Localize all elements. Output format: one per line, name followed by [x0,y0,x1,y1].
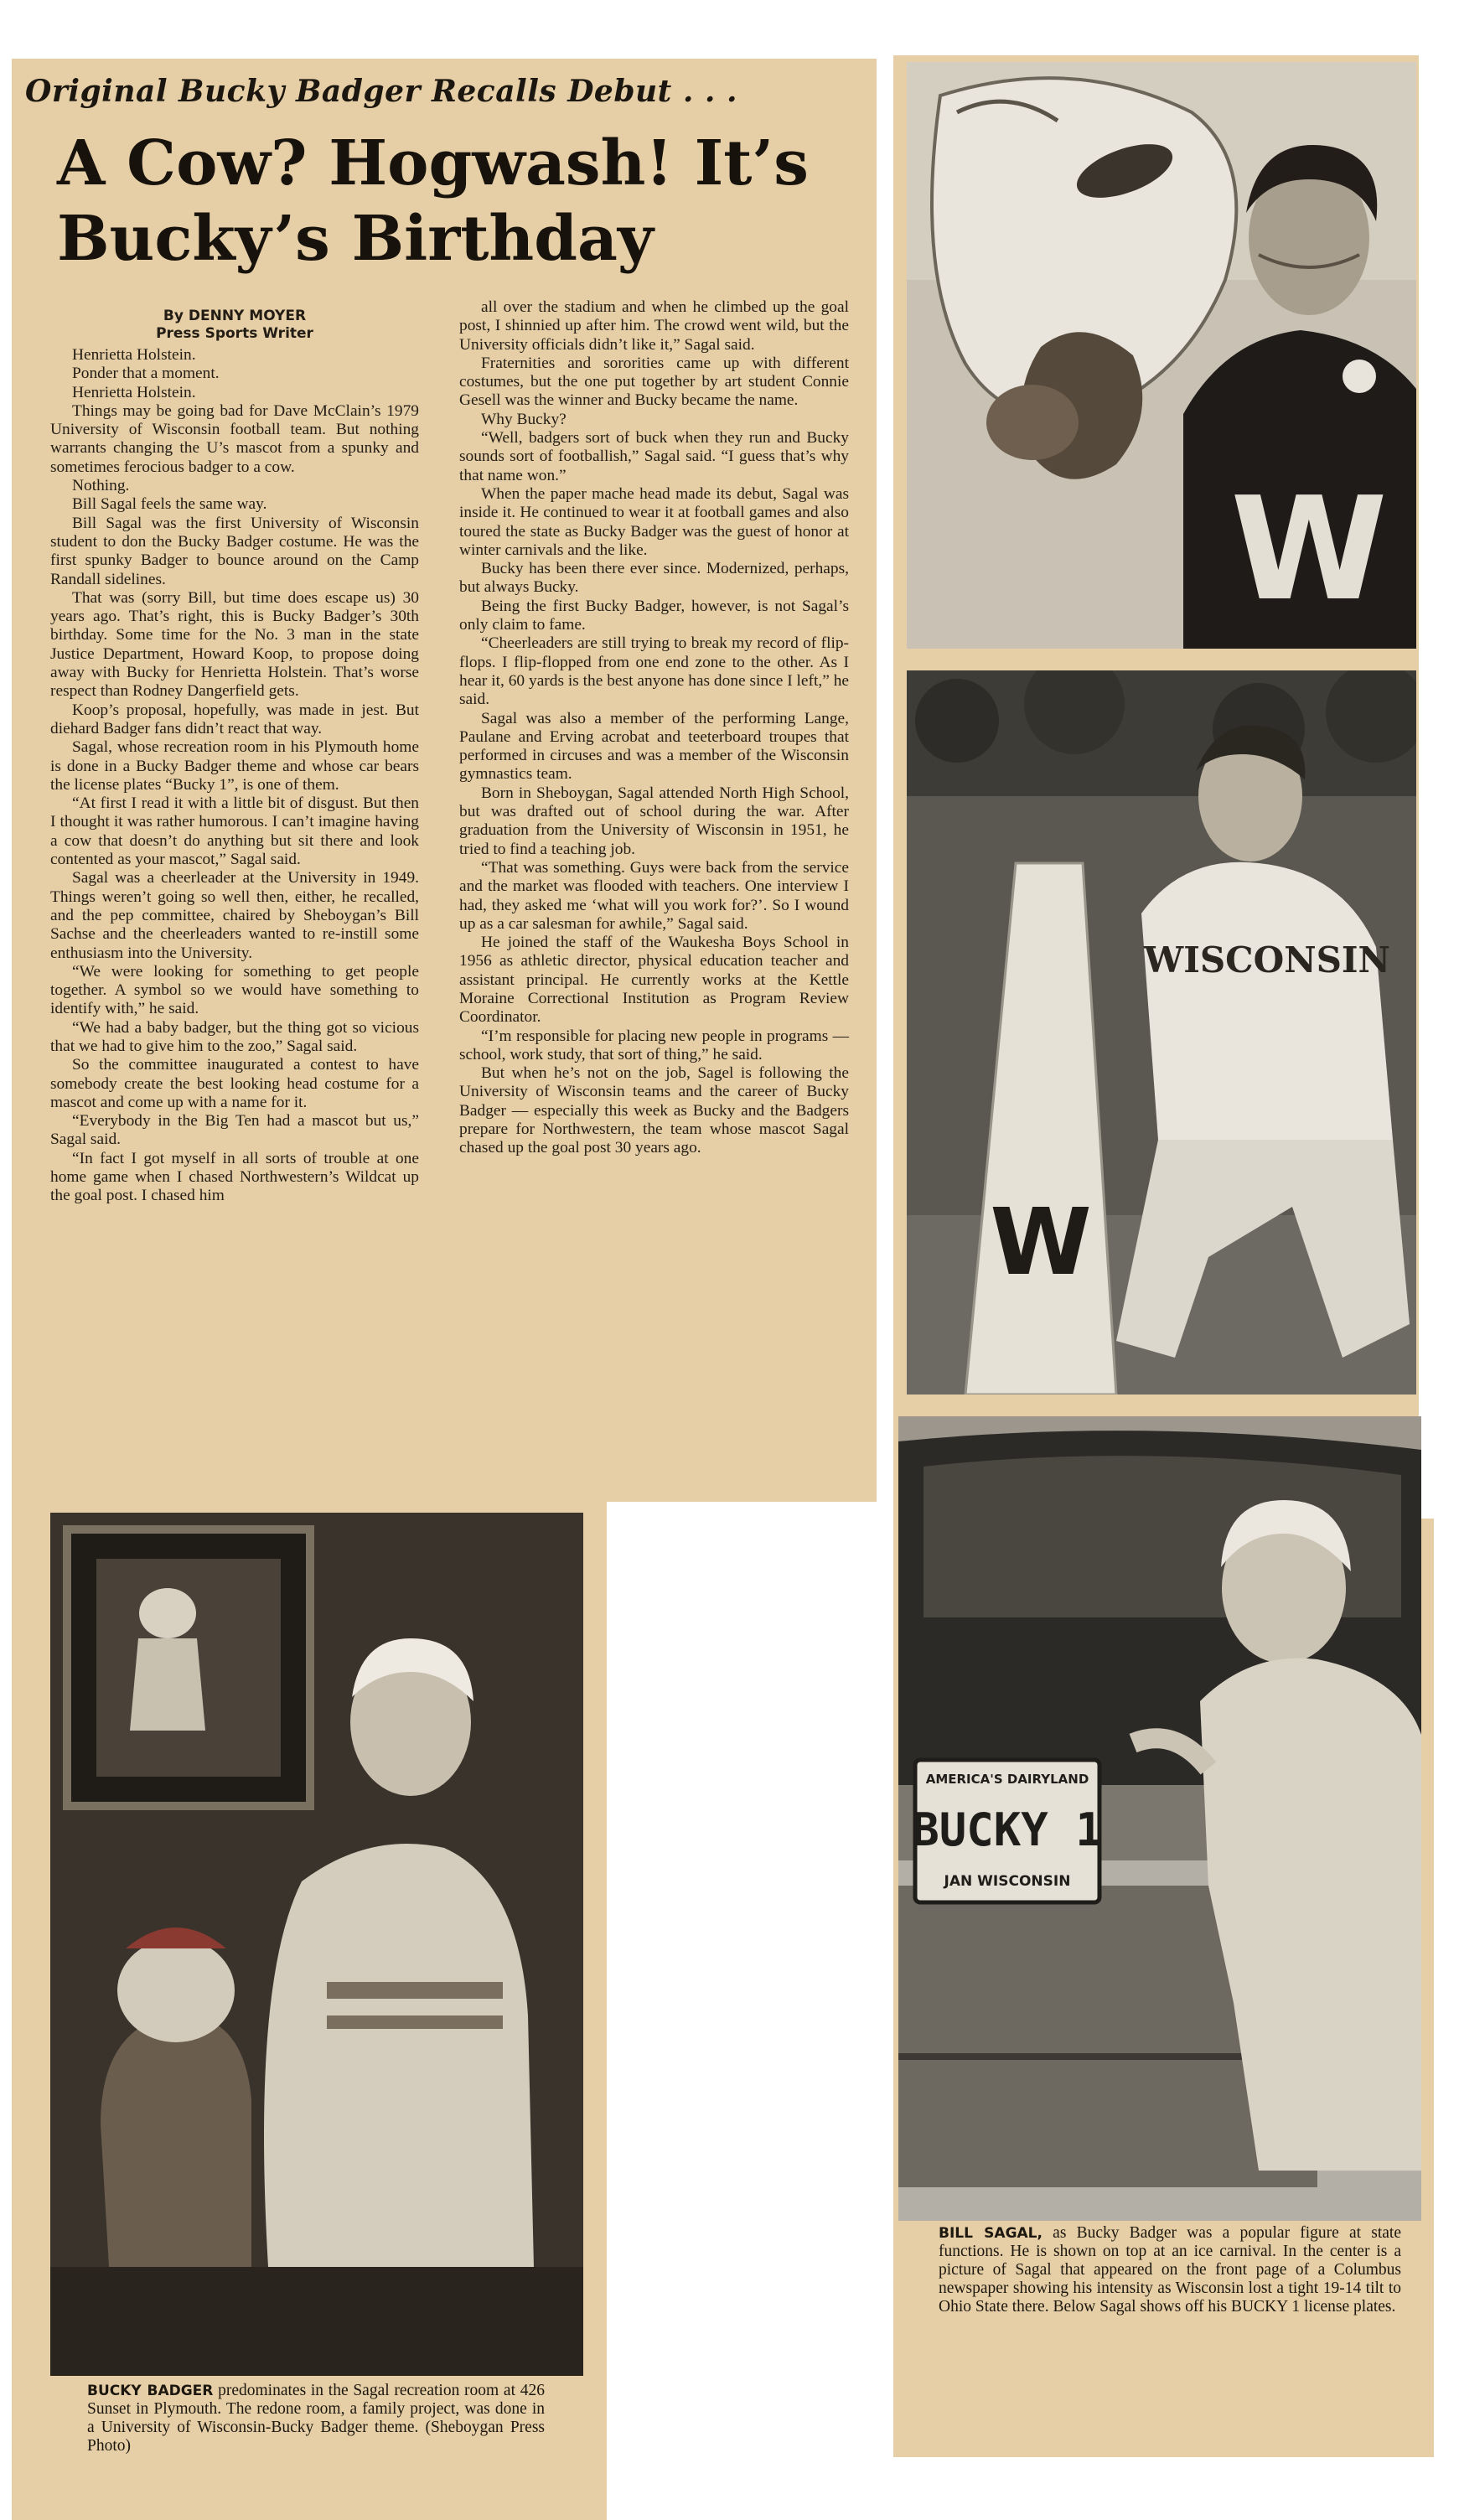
article-paragraph: “We were looking for something to get people together. A symbol so we would have something to identify with,” he said. [50,962,419,1018]
article-column-2 [459,298,849,1158]
caption-left-text: predominates in the Sagal recreation room at 426 Sunset in Plymouth. The redone room, a family project, was done in a University of Wisconsin-Bucky Badger theme. (Sheboygan Press Photo) [87,2382,545,2455]
kicker-headline: Original Bucky Badger Recalls Debut . . . [25,74,737,109]
article-paragraph: “Everybody in the Big Ten had a mascot but us,” Sagal said. [50,1112,419,1149]
article-paragraph: Nothing. [72,477,130,495]
article-paragraph: “In fact I got myself in all sorts of trouble at one home game when I chased Northwestern’s Wildcat up the goal post. I chased him [50,1149,419,1205]
article-paragraph: Things may be going bad for Dave McClain’s 1979 University of Wisconsin football team. But nothing warrants changing the U’s mascot from a spunky and sometimes ferocious badger to a cow. [50,401,419,476]
byline-name: By DENNY MOYER [163,308,307,324]
caption-right-lead: BILL SAGAL, [939,2225,1043,2242]
article-paragraph: Koop’s proposal, hopefully, was made in jest. But diehard Badger fans didn’t react that way. [50,701,419,737]
article-paragraph: Why Bucky? [481,410,567,428]
caption-recreation-room [87,2382,545,2455]
column-1-paragraphs [50,346,419,1206]
article-paragraph: Born in Sheboygan, Sagal attended North High School, but was drafted out of school during the war. After graduation from the University of Wisconsin in 1951, he tried to find a teaching job. [459,784,849,858]
megaphone-letter: W [990,1188,1092,1296]
article-paragraph: “That was something. Guys were back from the service and the market was flooded with teachers. One interview I had, they asked me ‘what will you work for?’. So I wound up as a car salesman for awhile,” Sagal said. [459,858,849,933]
photo-megaphone-kneel [907,670,1416,1395]
byline-title: Press Sports Writer [156,325,313,342]
column-2-paragraphs [459,298,849,1158]
article-paragraph: He joined the staff of the Waukesha Boys School in 1956 as athletic director, physical education teacher and assistant principal. He currently works at the Kettle Moraine Correctional Institution as Program Review Coordinator. [459,934,849,1027]
article-paragraph: all over the stadium and when he climbed up the goal post, I shinnied up after him. The crowd went wild, but the University officials didn’t like it,” Sagal said. [459,298,849,354]
article-paragraph: That was (sorry Bill, but time does escape us) 30 years ago. That’s right, this is Bucky Badger’s 30th birthday. Some time for the No. 3 man in the state Justice Department, Howard Koop, to propose doing away with Bucky for Henrietta Holstein. That’s worse respect than Rodney Dangerfield gets. [50,588,419,701]
article-paragraph: Ponder that a moment. [72,365,220,383]
main-headline: A Cow? Hogwash! It’s Bucky’s Birthday [57,127,809,275]
caption-left-lead: BUCKY BADGER [87,2383,214,2399]
jersey-letter: W [1230,467,1388,633]
photo-ice-carnival [907,62,1416,649]
article-paragraph: So the committee inaugurated a contest to have somebody create the best looking head costume for a mascot and come up with a name for it. [50,1056,419,1111]
article-paragraph: Henrietta Holstein. [72,383,196,401]
caption-right-text: as Bucky Badger was a popular figure at state functions. He is shown on top at an ice carnival. In the center is a picture of Sagal that appeared on the front page of a Columbus newspaper showing his intensity as Wisconsin lost a tight 19-14 tilt to Ohio State there. Below Sagal shows off his BUCKY 1 license plates. [939,2224,1401,2316]
article-paragraph: “At first I read it with a little bit of disgust. But then I thought it was rather humorous. I can’t imagine having a cow that doesn’t do anything but sit there and look contented as your mascot,” Sagal said. [50,794,419,869]
article-paragraph: Bucky has been there ever since. Modernized, perhaps, but always Bucky. [459,560,849,597]
plate-top-text: AMERICA'S DAIRYLAND [925,1772,1089,1787]
article-paragraph: “I’m responsible for placing new people in programs — school, work study, that sort of thing,” he said. [459,1027,849,1063]
article-paragraph: Bill Sagal was the first University of Wisconsin student to don the Bucky Badger costume. He was the first spunky Badger to bounce around on the Camp Randall sidelines. [50,514,419,588]
article-paragraph: Fraternities and sororities came up with different costumes, but the one put together by art student Connie Gesell was the winner and Bucky became the name. [459,354,849,410]
article-paragraph: When the paper mache head made its debut, Sagal was inside it. He continued to wear it at football games and also toured the state as Bucky Badger was the guest of honor at winter carnivals and the like. [459,484,849,559]
article-paragraph: Being the first Bucky Badger, however, is not Sagal’s only claim to fame. [459,597,849,634]
sweater-text: WISCONSIN [1144,939,1390,981]
photo-license-plate [898,1416,1421,2221]
article-paragraph: Sagal, whose recreation room in his Plymouth home is done in a Bucky Badger theme and whose car bears the license plates “Bucky 1”, is one of them. [50,738,419,794]
article-paragraph: But when he’s not on the job, Sagel is following the University of Wisconsin teams and the career of Bucky Badger — especially this week as Bucky and the Badgers prepare for Northwestern, the team whose mascot Sagal chased up the goal post 30 years ago. [459,1064,849,1157]
photo-megaphone-kneel-image [907,670,1416,1395]
photo-recreation-room [50,1513,583,2376]
photo-license-plate-image [898,1416,1421,2221]
caption-bill-sagal [939,2224,1401,2316]
article-column-1 [50,308,419,1206]
article-paragraph: Sagal was a cheerleader at the University in 1949. Things weren’t going so well then, either, he recalled, and the pep committee, chaired by Sheboygan’s Bill Sachse and the cheerleaders wanted to re-instill some enthusiasm into the University. [50,869,419,962]
article-paragraph: Sagal was also a member of the performing Lange, Paulane and Erving acrobat and teeterboard troupes that performed in circuses and was a member of the Wisconsin gymnastics team. [459,709,849,784]
article-paragraph: “Cheerleaders are still trying to break my record of flip-flops. I flip-flopped from one end zone to the other. As I hear it, 60 yards is the best anyone has done since I left,” he said. [459,634,849,709]
photo-ice-carnival-image [907,62,1416,649]
article-paragraph: Henrietta Holstein. [72,346,196,364]
article-paragraph: “Well, badgers sort of buck when they run and Bucky sounds sort of footballish,” Sagal said. “I guess that’s why that name won.” [459,429,849,484]
photo-recreation-room-image [50,1513,583,2376]
plate-bottom-text: JAN WISCONSIN [944,1873,1071,1890]
article-paragraph: Bill Sagal feels the same way. [72,495,267,514]
article-paragraph: “We had a baby badger, but the thing got so vicious that we had to give him to the zoo,” Sagal said. [50,1018,419,1055]
plate-main-text: BUCKY 1 [912,1803,1103,1856]
